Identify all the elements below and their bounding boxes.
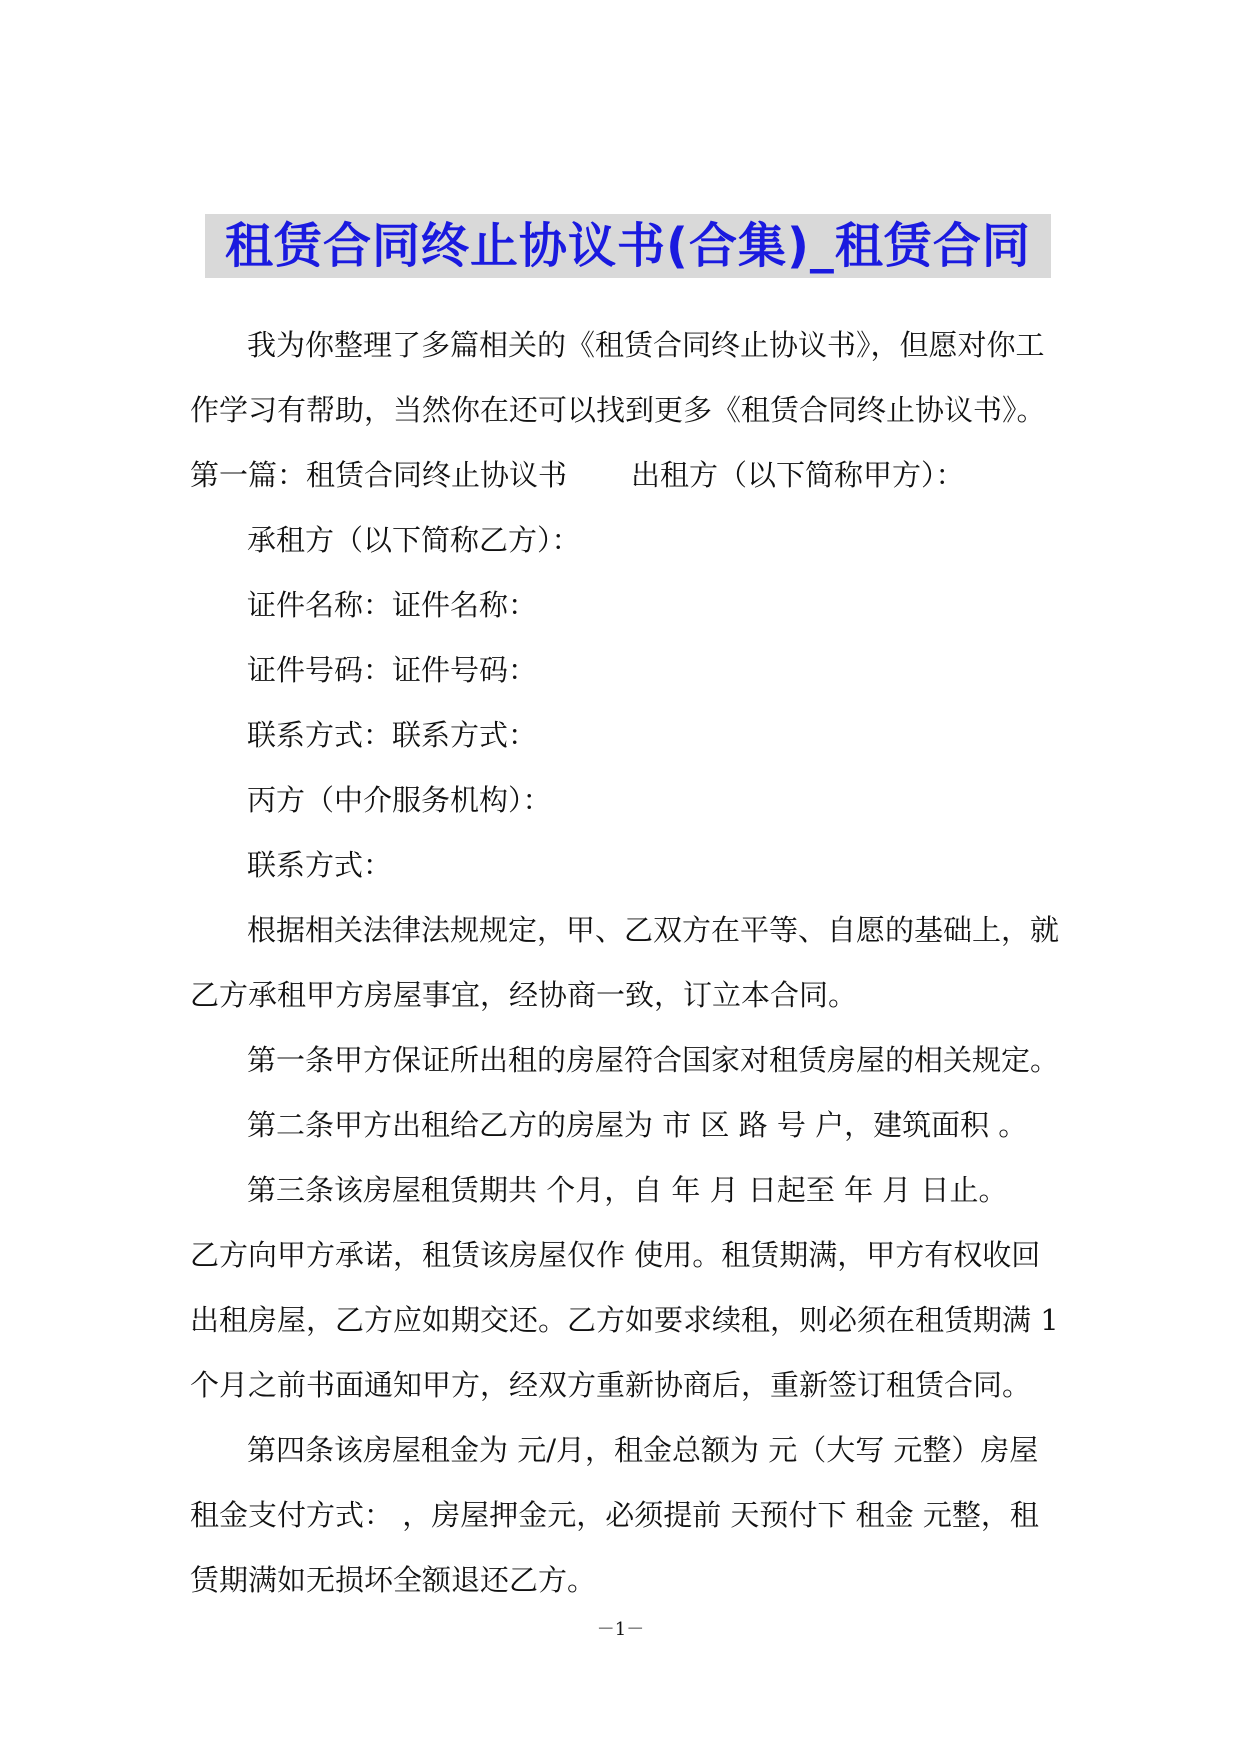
id-number-label: 证件号码：证件号码： — [247, 653, 538, 687]
id-name-label: 证件名称：证件名称： — [247, 588, 538, 622]
paragraph-line: 租金支付方式： ，房屋押金元，必须提前 天预付下 租金 元整，租 — [190, 1498, 1039, 1532]
page-number: －1－ — [596, 1619, 645, 1640]
lessor-label: 出租方（以下简称甲方）： — [631, 458, 965, 492]
agency-contact-label: 联系方式： — [247, 848, 393, 882]
paragraph-line: 作学习有帮助，当然你在还可以找到更多《租赁合同终止协议书》。 — [190, 393, 1046, 427]
paragraph-line: 赁期满如无损坏全额退还乙方。 — [190, 1563, 597, 1597]
paragraph-line: 乙方承租甲方房屋事宜，经协商一致，订立本合同。 — [190, 978, 858, 1012]
paragraph-line: 根据相关法律法规规定，甲、乙双方在平等、自愿的基础上，就 — [247, 913, 1060, 947]
paragraph-line: 出租房屋，乙方应如期交还。乙方如要求续租，则必须在租赁期满 1 — [190, 1303, 1059, 1337]
document-body — [190, 313, 1060, 1613]
paragraph-line: 我为你整理了多篇相关的《租赁合同终止协议书》，但愿对你工 — [247, 328, 1045, 362]
title-highlight — [205, 214, 1051, 278]
agency-label: 丙方（中介服务机构）： — [247, 783, 552, 817]
clause-3: 第三条该房屋租赁期共 个月，自 年 月 日起至 年 月 日止。 — [247, 1173, 1008, 1207]
contact-label: 联系方式：联系方式： — [247, 718, 538, 752]
clause-2: 第二条甲方出租给乙方的房屋为 市 区 路 号 户，建筑面积 。 — [247, 1108, 1028, 1142]
paragraph-line: 乙方向甲方承诺，租赁该房屋仅作 使用。租赁期满，甲方有权收回 — [190, 1238, 1041, 1272]
clause-4: 第四条该房屋租金为 元/月，租金总额为 元（大写 元整）房屋 — [247, 1433, 1039, 1467]
paragraph-line: 个月之前书面通知甲方，经双方重新协商后，重新签订租赁合同。 — [190, 1368, 1032, 1402]
section-heading: 第一篇：租赁合同终止协议书 — [190, 458, 568, 492]
document-title: 租赁合同终止协议书(合集)_租赁合同 — [225, 218, 1031, 274]
lessee-label: 承租方（以下简称乙方）： — [247, 523, 581, 557]
paragraph-line — [190, 443, 1060, 508]
clause-1: 第一条甲方保证所出租的房屋符合国家对租赁房屋的相关规定。 — [247, 1043, 1060, 1077]
